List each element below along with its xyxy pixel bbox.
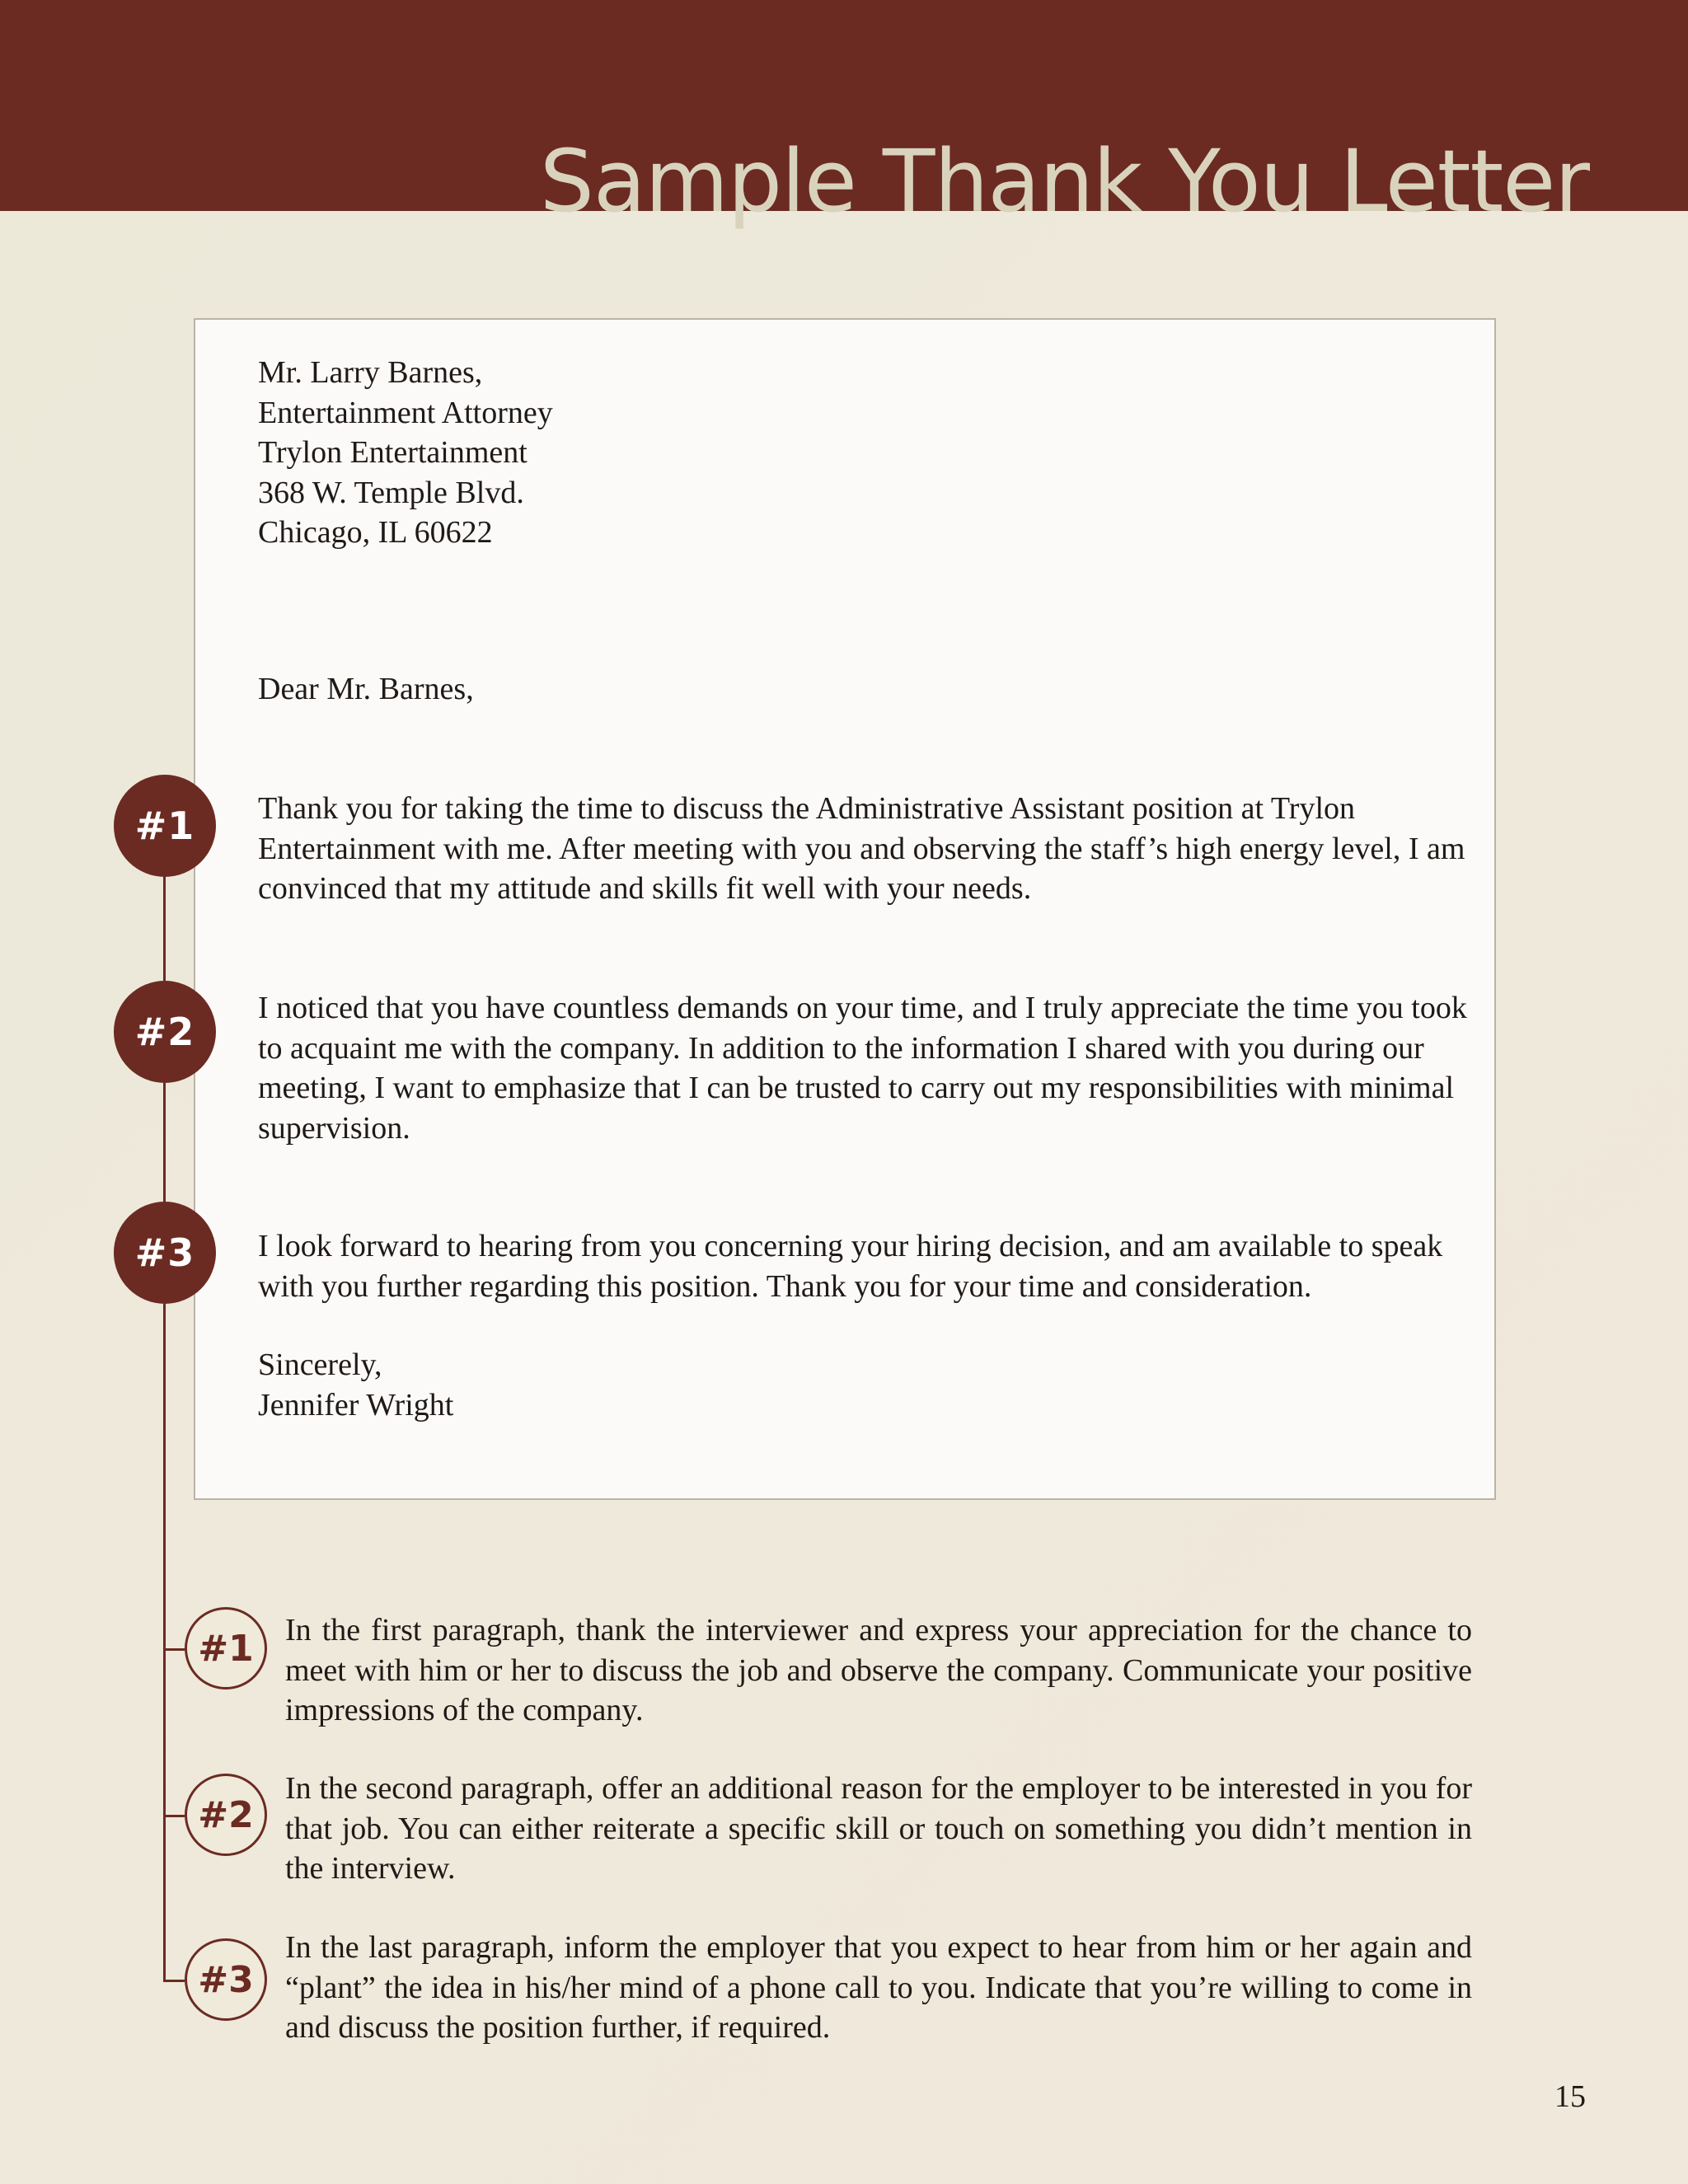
paragraph-marker-3: #3 (114, 1202, 216, 1304)
tip-paragraph-3: In the last paragraph, inform the employer that you expect to hear from him or her again and “plant” the idea in his/her mind of a phone call to you. Indicate that you’re willing to come in and discuss the position further, if required. (285, 1930, 1472, 2045)
page-number: 15 (1554, 2079, 1586, 2114)
recipient-address (258, 353, 553, 553)
page-title: Sample Thank You Letter (539, 131, 1589, 232)
address-line: 368 W. Temple Blvd. (258, 475, 524, 510)
timeline-connector (163, 874, 166, 981)
tip-connector (163, 1980, 185, 1982)
tip-marker-3: #3 (185, 1938, 267, 2021)
paragraph-marker-2: #2 (114, 981, 216, 1083)
address-line: Mr. Larry Barnes, (258, 355, 483, 390)
address-line: Entertainment Attorney (258, 395, 553, 430)
tip-paragraph-1: In the first paragraph, thank the interviewer and express your appreciation for the chance to meet with him or her to discuss the job and observe the company. Communicate your positive impressions of the company. (285, 1613, 1472, 1727)
tip-paragraph-2: In the second paragraph, offer an additional reason for the employer to be interested in you for that job. You can either reiterate a specific skill or touch on something you didn’t mention in the interview. (285, 1771, 1472, 1886)
letter-paragraph-2: I noticed that you have countless demands on your time, and I truly appreciate the time you took to acquaint me with the company. In addition to the information I shared with you during our meeting, I want to emphasize that I can be trusted to carry out my responsibilities with minimal supervision. (258, 991, 1467, 1146)
tip-marker-2: #2 (185, 1774, 267, 1856)
salutation: Dear Mr. Barnes, (258, 672, 474, 706)
closing-phrase: Sincerely, (258, 1347, 382, 1382)
timeline-connector (163, 1083, 166, 1207)
tip-connector (163, 1815, 185, 1817)
letter-paragraph-1: Thank you for taking the time to discuss the Administrative Assistant position at Trylon Entertainment with me. After meeting with you and observing the staff’s high energy level, I am convinced that my attitude and skills fit well with your needs. (258, 791, 1465, 906)
letter-closing (258, 1345, 453, 1425)
signature-name: Jennifer Wright (258, 1387, 454, 1422)
tip-marker-1: #1 (185, 1607, 267, 1690)
address-line: Chicago, IL 60622 (258, 515, 493, 550)
letter-paragraph-3: I look forward to hearing from you concerning your hiring decision, and am available to speak with you further regarding this position. Thank you for your time and consideration. (258, 1229, 1443, 1304)
tip-connector (163, 1648, 185, 1651)
timeline-connector (163, 1304, 166, 1981)
address-line: Trylon Entertainment (258, 435, 528, 470)
paragraph-marker-1: #1 (114, 775, 216, 877)
